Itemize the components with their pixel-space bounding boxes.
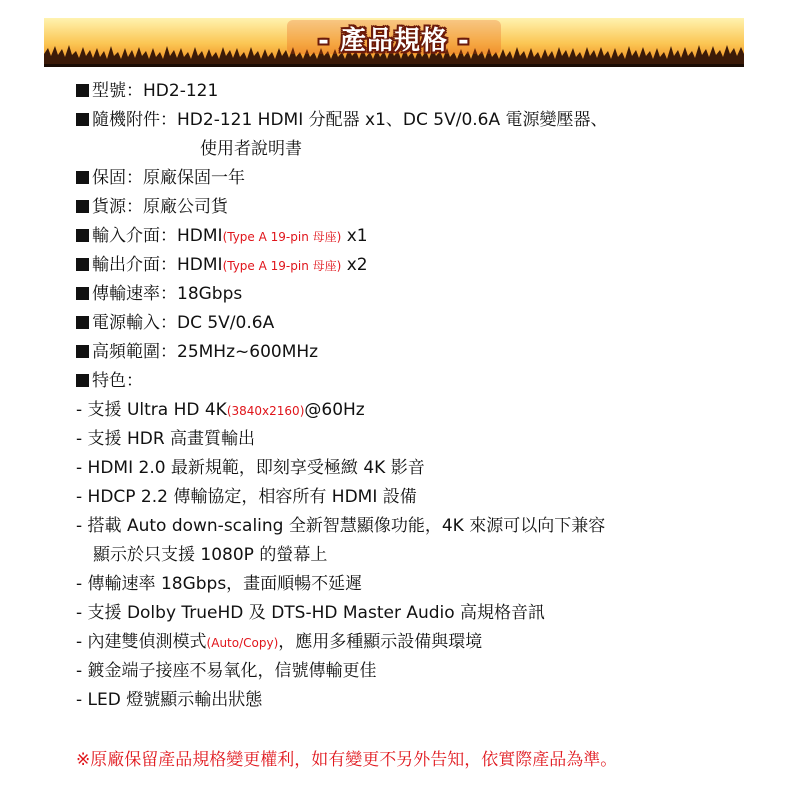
- bullet-square-icon: [76, 229, 89, 242]
- spec-label: 高頻範圍：: [92, 342, 177, 362]
- bullet-square-icon: [76, 258, 89, 271]
- spec-input: [76, 225, 368, 248]
- banner-title: - 產品規格 -: [318, 26, 470, 56]
- feature-item: [76, 573, 362, 595]
- spec-label: 輸入介面：: [92, 226, 177, 246]
- spec-warranty: [76, 167, 245, 189]
- disclaimer-notice: ※原廠保留產品規格變更權利，如有變更不另外告知，依實際產品為準。: [76, 750, 618, 770]
- spec-label: 傳輸速率：: [92, 284, 177, 304]
- feature-text: - HDMI 2.0 最新規範，即刻享受極緻 4K 影音: [76, 458, 425, 478]
- feature-text: - LED 燈號顯示輸出狀態: [76, 690, 263, 710]
- feature-text: - 鍍金端子接座不易氧化，信號傳輸更佳: [76, 661, 377, 681]
- spec-value: HD2-121 HDMI 分配器 x1、DC 5V/0.6A 電源變壓器、: [177, 110, 608, 130]
- spec-accessories: [76, 109, 608, 131]
- bullet-square-icon: [76, 345, 89, 358]
- spec-value: HD2-121: [143, 81, 219, 101]
- feature-text: 顯示於只支援 1080P 的螢幕上: [93, 545, 328, 565]
- feature-text: - 支援 Dolby TrueHD 及 DTS-HD Master Audio 高規格音訊: [76, 603, 546, 623]
- spec-label: 輸出介面：: [92, 255, 177, 275]
- feature-item: [76, 399, 365, 422]
- spec-rate: [76, 283, 242, 305]
- spec-label: 保固：: [92, 168, 143, 188]
- feature-item: [76, 689, 262, 711]
- spec-value: HDMI: [177, 226, 223, 246]
- feature-note: (Auto/Copy): [206, 636, 279, 650]
- spec-power: [76, 312, 274, 334]
- spec-source: [76, 196, 228, 218]
- feature-item: [76, 515, 605, 537]
- spec-value: 原廠保固一年: [143, 168, 245, 188]
- spec-features-heading: [76, 370, 143, 392]
- spec-label: 特色：: [92, 371, 143, 391]
- spec-note: (Type A 19-pin 母座): [222, 230, 342, 244]
- spec-count: x2: [341, 255, 368, 275]
- spec-frequency: [76, 341, 318, 363]
- spec-value: 原廠公司貨: [143, 197, 228, 217]
- feature-item: [76, 486, 417, 508]
- feature-item: [76, 631, 482, 654]
- spec-accessories-continued: [200, 138, 302, 160]
- feature-text: - 搭載 Auto down-scaling 全新智慧顯像功能，4K 來源可以向下兼容: [76, 516, 606, 536]
- bullet-square-icon: [76, 200, 89, 213]
- feature-text-tail: @60Hz: [304, 400, 365, 420]
- feature-text: - 支援 Ultra HD 4K: [76, 400, 227, 420]
- bullet-square-icon: [76, 287, 89, 300]
- feature-text-tail: ，應用多種顯示設備與環境: [278, 632, 483, 652]
- feature-text: - 傳輸速率 18Gbps，畫面順暢不延遲: [76, 574, 363, 594]
- spec-label: 電源輸入：: [92, 313, 177, 333]
- feature-item: [76, 428, 255, 450]
- spec-value: 使用者說明書: [200, 139, 302, 159]
- spec-value: 25MHz~600MHz: [177, 342, 319, 362]
- feature-note: (3840x2160): [226, 404, 305, 418]
- feature-item: [76, 457, 425, 479]
- spec-note: (Type A 19-pin 母座): [222, 259, 342, 273]
- feature-item-continued: [93, 544, 327, 566]
- spec-model: [76, 80, 218, 102]
- bullet-square-icon: [76, 171, 89, 184]
- section-banner: [44, 18, 744, 64]
- spec-value: 18Gbps: [177, 284, 243, 304]
- spec-label: 隨機附件：: [92, 110, 177, 130]
- bullet-square-icon: [76, 316, 89, 329]
- bullet-square-icon: [76, 374, 89, 387]
- feature-item: [76, 602, 545, 624]
- feature-item: [76, 660, 377, 682]
- feature-text: - 支援 HDR 高畫質輸出: [76, 429, 256, 449]
- banner-divider: [44, 64, 744, 67]
- spec-label: 型號：: [92, 81, 143, 101]
- spec-value: HDMI: [177, 255, 223, 275]
- bullet-square-icon: [76, 84, 89, 97]
- spec-output: [76, 254, 368, 277]
- feature-text: - HDCP 2.2 傳輸協定，相容所有 HDMI 設備: [76, 487, 417, 507]
- spec-count: x1: [341, 226, 368, 246]
- spec-label: 貨源：: [92, 197, 143, 217]
- feature-text: - 內建雙偵測模式: [76, 632, 207, 652]
- bullet-square-icon: [76, 113, 89, 126]
- spec-value: DC 5V/0.6A: [177, 313, 275, 333]
